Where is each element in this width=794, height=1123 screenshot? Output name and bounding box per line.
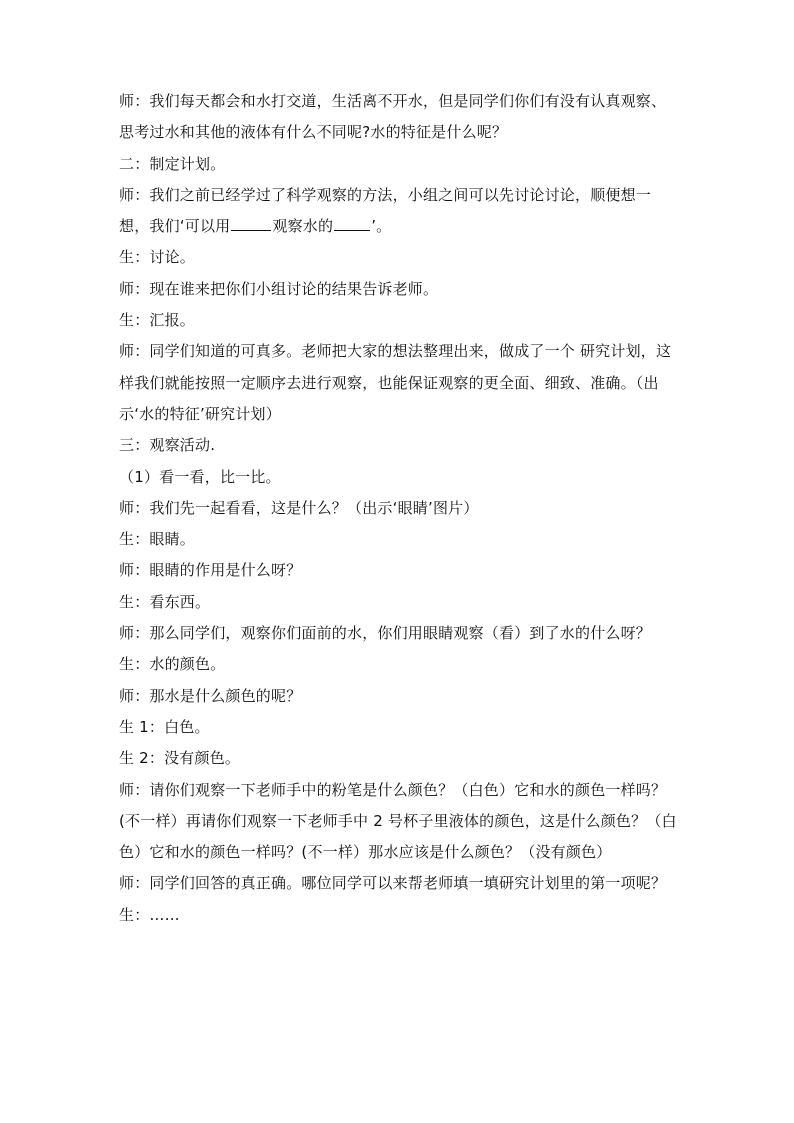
paragraph-teacher-method [119,180,679,243]
paragraph-teacher-eyes-use: 师：眼睛的作用是什么呀？ [119,561,302,580]
fill-blank-2 [334,215,370,231]
paragraph-student-ellipsis: 生：…… [119,905,180,924]
section-heading-plan: 二：制定计划。 [119,154,226,173]
paragraph-teacher-compare: 师：请你们观察一下老师手中的粉笔是什么颜色？（白色）它和水的颜色一样吗？(不一样）再请你们观察一下老师手中 2 号杯子里液体的颜色，这是什么颜色？（白色）它和水的颜色一样吗？(不一样）那水应该是什么颜色？（没有颜色） [119,780,677,862]
paragraph-teacher-ask-report: 师：现在谁来把你们小组讨论的结果告诉老师。 [119,279,439,298]
paragraph-student-report: 生：汇报。 [119,311,196,330]
paragraph-student-eyes: 生：眼睛。 [119,530,196,549]
paragraph-student-2: 生 2：没有颜色。 [119,749,241,768]
paragraph-teacher-plan: 师：同学们知道的可真多。老师把大家的想法整理出来，做成了一个 研究计划，这样我们就能按照一定顺序去进行观察，也能保证观察的更全面、细致、准确。（出示‘水的特征’研究计划） [119,342,672,423]
section-heading-observe: 三：观察活动. [119,436,216,455]
paragraph-student-discuss: 生：讨论。 [119,248,196,267]
paragraph-text-middle: 观察水的 [272,217,334,236]
paragraph-student-1: 生 1：白色。 [119,717,210,736]
paragraph-teacher-what-color: 师：那水是什么颜色的呢？ [119,686,302,705]
paragraph-student-color: 生：水的颜色。 [119,655,226,674]
document-body [119,86,679,931]
paragraph-teacher-eyes: 师：我们先一起看看，这是什么？（出示‘眼睛’图片） [119,498,479,517]
subsection-heading-look: （1）看一看，比一比。 [119,467,281,486]
paragraph-text-after: ’。 [371,217,392,236]
paragraph-teacher-intro: 师：我们每天都会和水打交道，生活离不开水，但是同学们你们有没有认真观察、思考过水和其他的液体有什么不同呢?水的特征是什么呢？ [119,92,667,142]
paragraph-teacher-fill-plan: 师：同学们回答的真正确。哪位同学可以来帮老师填一填研究计划里的第一项呢？ [119,874,667,893]
paragraph-text-before: 师：我们之前已经学过了科学观察的方法，小组之间可以先讨论讨论，顺便想一想，我们‘可以用 [119,185,652,236]
paragraph-student-see: 生：看东西。 [119,592,211,611]
fill-blank-1 [231,215,271,231]
paragraph-teacher-observe-water: 师：那么同学们，观察你们面前的水，你们用眼睛观察（看）到了水的什么呀？ [119,624,652,643]
